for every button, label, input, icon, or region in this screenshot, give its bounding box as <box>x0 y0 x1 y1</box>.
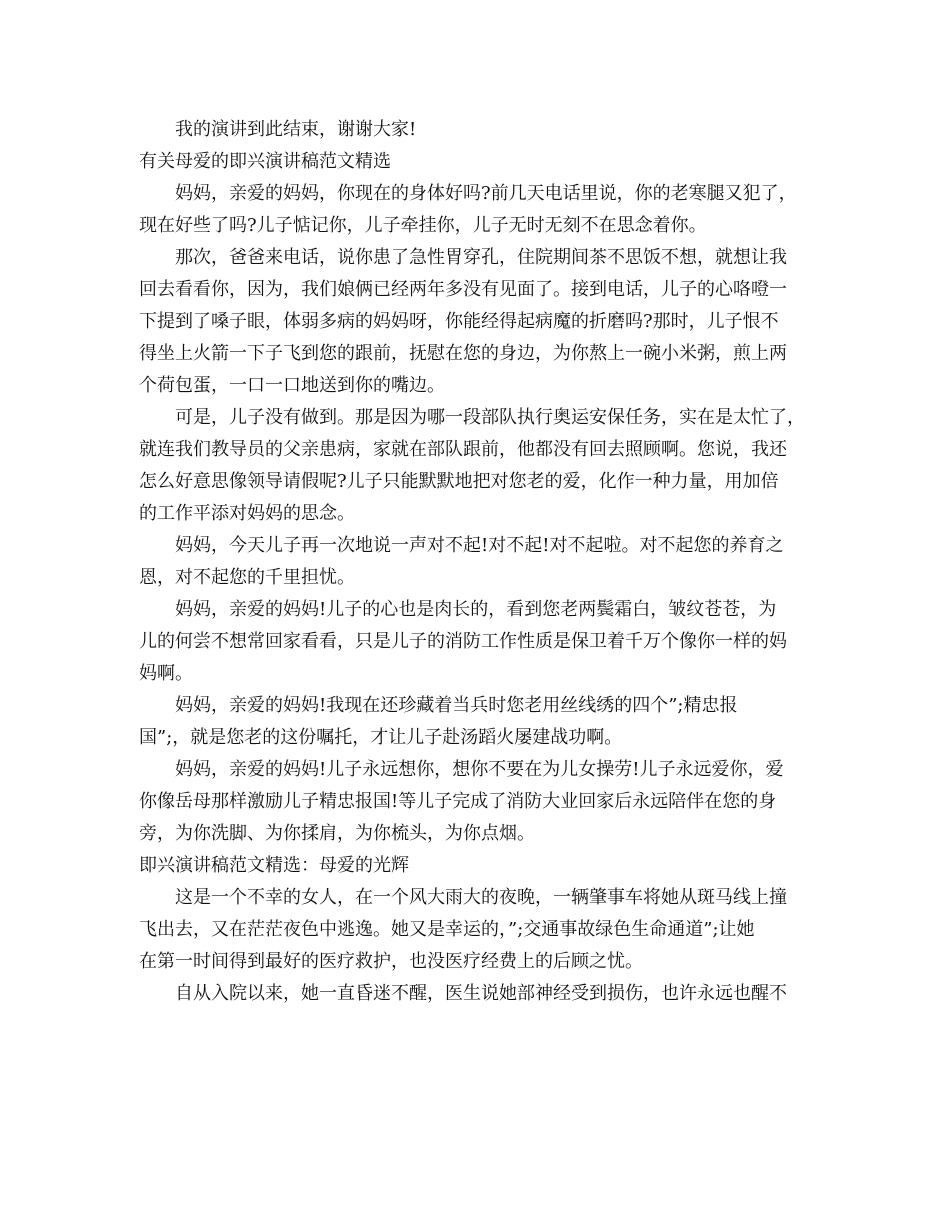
text-line: 现在好些了吗?儿子惦记你，儿子牵挂你，儿子无时无刻不在思念着你。 <box>139 215 707 236</box>
text-line: 国”;，就是您老的这份嘱托，才让儿子赴汤蹈火屡建战功啊。 <box>139 727 623 748</box>
text-line: 就连我们教导员的父亲患病，家就在部队跟前，他都没有回去照顾啊。您说，我还 <box>139 439 787 460</box>
document-body <box>139 114 819 1010</box>
text-line: 回去看看你，因为，我们娘俩已经两年多没有见面了。接到电话，儿子的心咯噔一 <box>139 279 787 300</box>
text-line: 有关母爱的即兴演讲稿范文精选 <box>139 151 391 172</box>
text-line: 旁，为你洗脚、为你揉肩，为你梳头，为你点烟。 <box>139 823 535 844</box>
text-line: 怎么好意思像领导请假呢?儿子只能默默地把对您老的爱，化作一种力量，用加倍 <box>139 471 779 492</box>
text-line: 妈啊。 <box>139 663 193 684</box>
text-line: 自从入院以来，她一直昏迷不醒，医生说她部神经受到损伤，也许永远也醒不 <box>175 983 787 1004</box>
text-line: 在第一时间得到最好的医疗救护，也没医疗经费上的后顾之忧。 <box>139 951 643 972</box>
text-line: 妈妈，亲爱的妈妈!我现在还珍藏着当兵时您老用丝线绣的四个”;精忠报 <box>175 695 738 716</box>
text-line: 飞出去，又在茫茫夜色中逃逸。她又是幸运的，”;交通事故绿色生命通道”;让她 <box>139 919 755 940</box>
text-line: 妈妈，亲爱的妈妈!儿子永远想你，想你不要在为儿女操劳!儿子永远爱你，爱 <box>175 759 784 780</box>
text-line: 即兴演讲稿范文精选：母爱的光辉 <box>139 855 409 876</box>
text-line: 我的演讲到此结束，谢谢大家! <box>175 119 417 140</box>
text-line: 恩，对不起您的千里担忧。 <box>139 567 355 588</box>
text-line: 妈妈，亲爱的妈妈!儿子的心也是肉长的，看到您老两鬓霜白，皱纹苍苍，为 <box>175 599 777 620</box>
text-line: 的工作平添对妈妈的思念。 <box>139 503 355 524</box>
text-line: 个荷包蛋，一口一口地送到你的嘴边。 <box>139 375 445 396</box>
text-line: 儿的何尝不想常回家看看，只是儿子的消防工作性质是保卫着千万个像你一样的妈 <box>139 631 787 652</box>
text-line: 你像岳母那样激励儿子精忠报国!等儿子完成了消防大业回家后永远陪伴在您的身 <box>139 791 777 812</box>
text-line: 妈妈，今天儿子再一次地说一声对不起!对不起!对不起啦。对不起您的养育之 <box>175 535 784 556</box>
text-line: 那次，爸爸来电话，说你患了急性胃穿孔，住院期间茶不思饭不想，就想让我 <box>175 247 787 268</box>
text-line: 得坐上火箭一下子飞到您的跟前，抚慰在您的身边，为你熬上一碗小米粥，煎上两 <box>139 343 787 364</box>
text-line: 这是一个不幸的女人，在一个风大雨大的夜晚，一辆肇事车将她从斑马线上撞 <box>175 887 787 908</box>
text-line: 下提到了嗓子眼，体弱多病的妈妈呀，你能经得起病魔的折磨吗?那时，儿子恨不 <box>139 311 779 332</box>
text-line: 可是，儿子没有做到。那是因为哪一段部队执行奥运安保任务，实在是太忙了， <box>175 407 805 428</box>
text-line: 妈妈，亲爱的妈妈，你现在的身体好吗?前几天电话里说，你的老寒腿又犯了， <box>175 183 797 204</box>
